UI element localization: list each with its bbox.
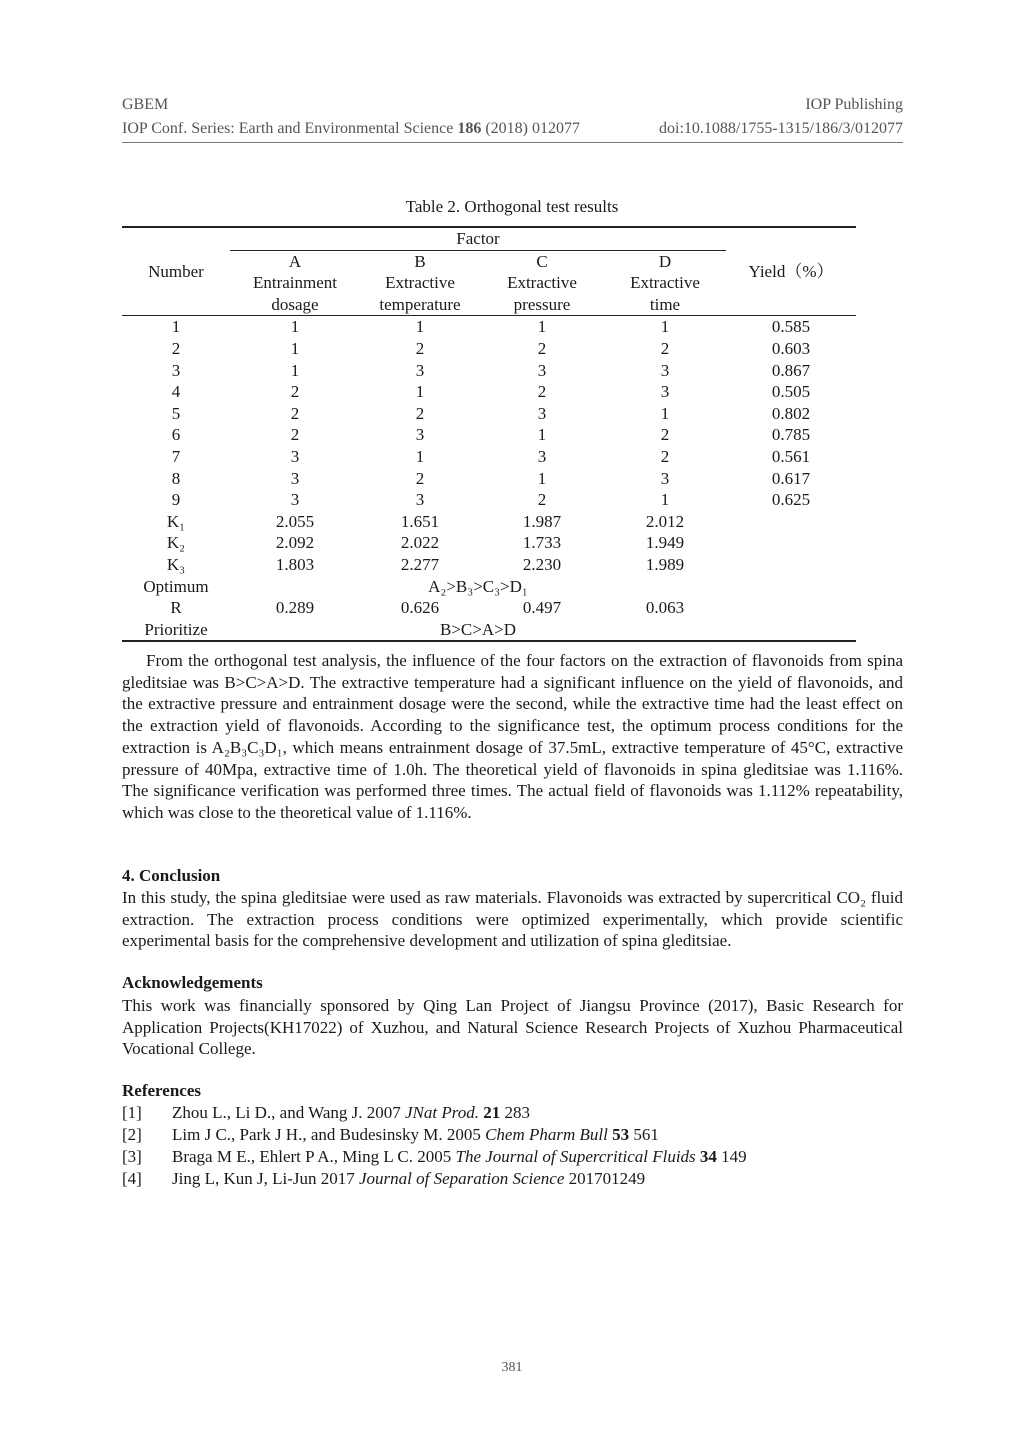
table-cell: 4 (171, 382, 181, 402)
table-row (122, 489, 856, 511)
reference-authors: Lim J C., Park J H., and Budesinsky M. 2005 (172, 1125, 486, 1144)
factor-b-name-line1: Extractive (385, 273, 455, 293)
table-cell: 3 (290, 446, 300, 466)
reference-journal: The Journal of Supercritical Fluids (455, 1147, 696, 1166)
header-publisher: IOP Publishing (805, 96, 903, 113)
factor-a-name (230, 272, 360, 316)
k-value: 2.092 (275, 533, 315, 553)
table-cell: 2 (660, 446, 670, 466)
reference-pages: 283 (500, 1103, 530, 1122)
table-cell: 2 (660, 425, 670, 445)
table-cell: 0.625 (771, 490, 811, 510)
table-cell: 2 (537, 382, 547, 402)
factor-d-letter: D (658, 251, 672, 271)
reference-item (122, 1147, 747, 1167)
table-cell: 3 (415, 490, 425, 510)
series-suffix: (2018) 012077 (481, 120, 580, 137)
number-header: Number (122, 227, 230, 316)
k-value: 2.277 (400, 554, 440, 574)
factor-c-name-line1: Extractive (507, 273, 577, 293)
reference-item (122, 1103, 530, 1123)
k-label: K₁ (166, 511, 186, 531)
factor-a-name-line2: dosage (271, 294, 319, 314)
table-row (122, 468, 856, 490)
table-cell: 3 (660, 360, 670, 380)
table-row (122, 381, 856, 403)
conclusion-heading: 4. Conclusion (122, 866, 221, 885)
table-cell: 2 (415, 338, 425, 358)
orthogonal-table (122, 226, 856, 642)
table-cell: 2 (537, 490, 547, 510)
table-cell: 0.802 (771, 403, 811, 423)
table-cell: 0.505 (771, 382, 811, 402)
table-cell: 2 (660, 338, 670, 358)
table-cell: 1 (290, 360, 300, 380)
k-empty (726, 511, 856, 533)
acknowledgements-paragraph: This work was financially sponsored by Qing Lan Project of Jiangsu Province (2017), Basic Research for Application Projects(KH17022) of Xuzhou, and Natural Science Research Projects of Xuzhou Pharmaceutical Vocational College. (122, 996, 903, 1059)
reference-journal: JNat Prod. (405, 1103, 479, 1122)
table-cell: 1 (537, 468, 547, 488)
reference-volume: 53 (612, 1125, 630, 1144)
table-cell: 3 (290, 468, 300, 488)
table-cell: 1 (230, 316, 360, 338)
conclusion-paragraph: In this study, the spina gleditsiae were used as raw materials. Flavonoids was extracted by supercritical CO₂ fluid extraction. The extraction process conditions were optimized experimentally, which provide scientific experimental basis for the comprehensive development and utilization of spina gleditsiae. (122, 888, 903, 951)
factor-d-name-line2: time (649, 294, 681, 314)
table-cell: 3 (660, 468, 670, 488)
table-cell: 3 (171, 360, 181, 380)
reference-number: [3] (122, 1147, 142, 1166)
header-rule (122, 142, 903, 143)
reference-item (122, 1125, 659, 1145)
k-label: K₃ (166, 554, 186, 574)
k-value: 2.022 (400, 533, 440, 553)
r-value-d: 0.063 (645, 598, 685, 618)
table-row (122, 424, 856, 446)
table-cell: 0.603 (771, 338, 811, 358)
reference-item (122, 1169, 645, 1189)
table-row (122, 316, 856, 338)
series-volume: 186 (457, 120, 482, 137)
analysis-paragraph: From the orthogonal test analysis, the influence of the four factors on the extraction of flavonoids from spina gleditsiae was B>C>A>D. The extractive temperature had a significant influence on the yield of flavonoids, and the extractive pressure and entrainment dosage were the second, while the extractive time had the least effect on the extraction yield of flavonoids. According to the significance test, the optimum process conditions for the extraction is A₂B₃C₃D₁, which means entrainment dosage of 37.5mL, extractive temperature of 45°C, extractive pressure of 40Mpa, extractive time of 1.0h. The theoretical yield of flavonoids in spina gleditsiae was 1.116%. The significance verification was performed three times. The actual field of flavonoids was 1.112% repeatability, which was close to the theoretical value of 1.116%. (122, 651, 903, 822)
optimum-empty (726, 576, 856, 598)
reference-authors: Zhou L., Li D., and Wang J. 2007 (172, 1103, 405, 1122)
table-cell: 9 (171, 490, 181, 510)
k-value: 1.733 (522, 533, 562, 553)
k-value: 2.012 (645, 511, 685, 531)
table-cell: 1 (415, 446, 425, 466)
table-row (122, 338, 856, 360)
r-value-a: 0.289 (275, 598, 315, 618)
k-row (122, 554, 856, 576)
table-cell: 2 (290, 403, 300, 423)
table-cell: 3 (537, 403, 547, 423)
table-row (122, 446, 856, 468)
table-cell: 0.785 (771, 425, 811, 445)
k-empty (726, 554, 856, 576)
prioritize-label: Prioritize (122, 619, 230, 642)
table-cell: 1 (660, 403, 670, 423)
prioritize-empty (726, 619, 856, 642)
factor-a-name-line1: Entrainment (252, 273, 338, 293)
factor-b-letter: B (414, 251, 426, 271)
reference-number: [4] (122, 1169, 142, 1188)
k-value: 1.989 (645, 554, 685, 574)
k-empty (726, 532, 856, 554)
table-cell: 1 (480, 316, 604, 338)
table-cell: 1 (122, 316, 230, 338)
header-series (122, 120, 580, 138)
reference-pages: 201701249 (564, 1169, 646, 1188)
table-cell: 8 (171, 468, 181, 488)
r-value-b: 0.626 (400, 598, 440, 618)
table-cell: 7 (171, 446, 181, 466)
k-value: 1.803 (275, 554, 315, 574)
yield-header: Yield（%） (726, 227, 856, 316)
table-cell: 3 (537, 360, 547, 380)
factor-a-letter: A (288, 251, 302, 271)
optimum-value: A₂>B₃>C₃>D₁ (428, 576, 528, 596)
r-empty (726, 597, 856, 619)
reference-journal: Chem Pharm Bull (485, 1125, 608, 1144)
reference-journal: Journal of Separation Science (359, 1169, 565, 1188)
series-prefix: IOP Conf. Series: Earth and Environmental Science (122, 120, 458, 137)
table-cell: 0.585 (726, 316, 856, 338)
k-value: 2.230 (522, 554, 562, 574)
table-cell: 0.867 (771, 360, 811, 380)
r-value-c: 0.497 (522, 598, 562, 618)
factor-c-name-line2: pressure (513, 294, 571, 314)
table-data-rows (122, 316, 856, 576)
factor-d-name-line1: Extractive (630, 273, 700, 293)
factor-c-letter: C (536, 251, 548, 271)
table-cell: 1 (537, 425, 547, 445)
reference-volume: 34 (699, 1147, 717, 1166)
factor-b-name-line2: temperature (379, 294, 461, 314)
references-heading: References (122, 1081, 201, 1100)
reference-number: [1] (122, 1103, 142, 1122)
optimum-label: Optimum (143, 576, 209, 596)
table-cell: 1 (415, 382, 425, 402)
table-cell: 6 (171, 425, 181, 445)
page-number: 381 (501, 1360, 523, 1375)
table-cell: 3 (290, 490, 300, 510)
header-conference: GBEM (122, 96, 169, 113)
table-cell: 2 (537, 338, 547, 358)
reference-authors: Jing L, Kun J, Li-Jun 2017 (172, 1169, 359, 1188)
table-cell: 2 (415, 468, 425, 488)
reference-pages: 149 (716, 1147, 747, 1166)
reference-authors: Braga M E., Ehlert P A., Ming L C. 2005 (172, 1147, 456, 1166)
r-label: R (170, 598, 182, 618)
table-cell: 2 (290, 425, 300, 445)
table-cell: 1 (660, 490, 670, 510)
table-cell: 3 (415, 425, 425, 445)
table-cell: 1 (290, 338, 300, 358)
table-cell: 3 (415, 360, 425, 380)
table-cell: 1 (604, 316, 726, 338)
factor-c-name (480, 272, 604, 316)
k-label: K₂ (166, 533, 186, 553)
table-cell: 2 (290, 382, 300, 402)
table-cell: 5 (171, 403, 181, 423)
k-row (122, 511, 856, 533)
table-cell: 2 (415, 403, 425, 423)
table-row (122, 403, 856, 425)
table-cell: 0.617 (771, 468, 811, 488)
factor-b-name (360, 272, 480, 316)
k-value: 1.949 (645, 533, 685, 553)
header-doi: doi:10.1088/1755-1315/186/3/012077 (659, 120, 903, 137)
prioritize-value: B>C>A>D (230, 619, 726, 642)
k-value: 1.651 (400, 511, 440, 531)
table-cell: 3 (537, 446, 547, 466)
k-row (122, 532, 856, 554)
acknowledgements-heading: Acknowledgements (122, 973, 263, 992)
table-cell: 1 (360, 316, 480, 338)
table-cell: 2 (171, 338, 181, 358)
table-cell: 3 (660, 382, 670, 402)
factor-d-name (604, 272, 726, 316)
k-value: 1.987 (522, 511, 562, 531)
reference-pages: 561 (629, 1125, 659, 1144)
table-caption: Table 2. Orthogonal test results (405, 197, 619, 216)
reference-volume: 21 (483, 1103, 501, 1122)
k-value: 2.055 (275, 511, 315, 531)
factor-header: Factor (230, 227, 726, 250)
table-row (122, 360, 856, 382)
table-cell: 0.561 (771, 446, 811, 466)
reference-number: [2] (122, 1125, 142, 1144)
